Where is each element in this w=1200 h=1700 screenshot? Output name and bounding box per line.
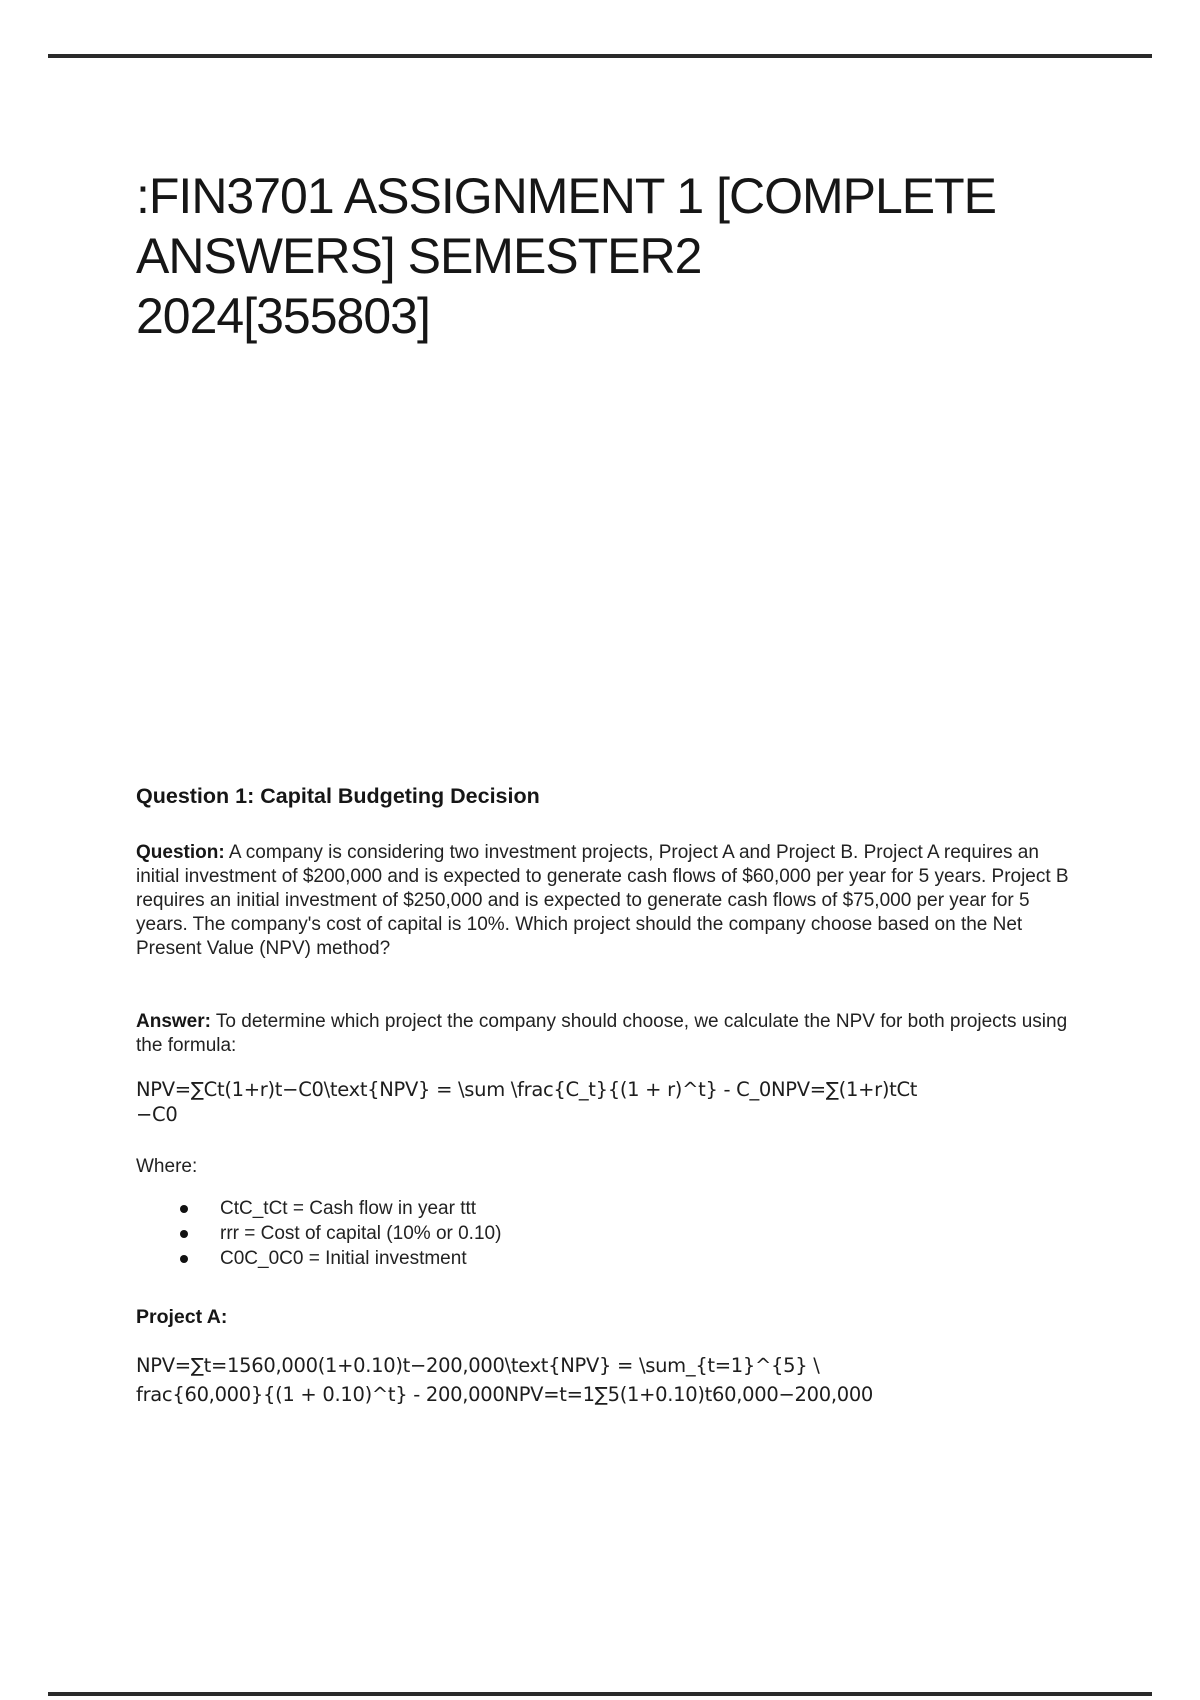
project-a-formula	[136, 1351, 1086, 1409]
npv-formula-line-2: −C0	[136, 1103, 178, 1126]
question-paragraph	[136, 841, 1086, 961]
project-a-formula-line-2: frac{60,000}{(1 + 0.10)^t} - 200,000NPV=t=1∑5(1+0.10)t60,000−200,000	[136, 1383, 874, 1406]
question-1-heading: Question 1: Capital Budgeting Decision	[136, 784, 540, 808]
document-title	[136, 166, 1086, 346]
definition-item-cash-flow: CtC_tCt = Cash flow in year ttt	[136, 1196, 1086, 1221]
answer-paragraph	[136, 1010, 1086, 1058]
definition-item-initial-investment: C0C_0C0 = Initial investment	[136, 1246, 1086, 1271]
bottom-divider	[48, 1692, 1152, 1696]
question-label: Question:	[136, 842, 225, 863]
definition-item-cost-of-capital: rrr = Cost of capital (10% or 0.10)	[136, 1221, 1086, 1246]
answer-label: Answer:	[136, 1011, 211, 1032]
npv-formula	[136, 1077, 1086, 1127]
title-line-2: ANSWERS] SEMESTER2	[136, 228, 702, 284]
npv-formula-line-1: NPV=∑Ct(1+r)t−C0\text{NPV} = \sum \frac{C_t}{(1 + r)^t} - C_0NPV=∑(1+r)tCt	[136, 1078, 918, 1101]
definitions-list	[136, 1196, 1086, 1271]
document-content	[136, 0, 1086, 1409]
where-label: Where:	[136, 1156, 198, 1177]
title-line-1: :FIN3701 ASSIGNMENT 1 [COMPLETE	[136, 168, 997, 224]
title-line-3: 2024[355803]	[136, 288, 430, 344]
project-a-heading: Project A:	[136, 1306, 228, 1328]
answer-text: To determine which project the company should choose, we calculate the NPV for both projects using the formula:	[136, 1011, 1068, 1056]
question-text: A company is considering two investment projects, Project A and Project B. Project A requires an initial investment of $200,000 and is expected to generate cash flows of $60,000 per year for 5 years. Project B requires an initial investment of $250,000 and is expected to generate cash flows of $75,000 per year for 5 years. The company's cost of capital is 10%. Which project should the company choose based on the Net Present Value (NPV) method?	[136, 842, 1069, 959]
project-a-formula-line-1: NPV=∑t=1560,000(1+0.10)t−200,000\text{NPV} = \sum_{t=1}^{5} \	[136, 1354, 820, 1377]
